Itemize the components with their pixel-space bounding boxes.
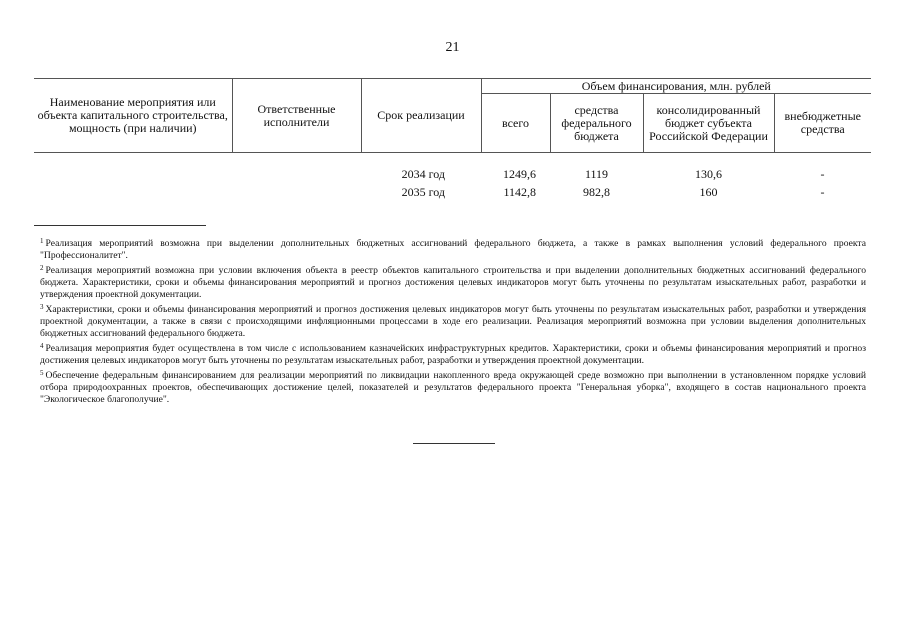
footnote-text: Обеспечение федеральным финансированием для реализации мероприятий по ликвидации накопленного вреда окружающей среде возможно при выполнении в установленном порядке условий отбора природоохранных проектов, обеспечивающих достижение целей, показателей и результатов федерального проекта "Генеральная уборка", входящего в состав национального проекта "Экологическое благополучие".: [40, 370, 866, 405]
footnote-mark: 2: [40, 264, 44, 272]
footnote-mark: 3: [40, 303, 44, 311]
header-federal: средства федерального бюджета: [550, 94, 643, 153]
cell-federal: 1119: [584, 166, 609, 181]
cell-name: [34, 183, 232, 201]
cell-federal: 982,8: [583, 184, 610, 199]
header-regional: консолидированный бюджет субъекта Российской Федерации: [643, 94, 774, 153]
cell-extra: -: [820, 166, 825, 181]
footnotes: [40, 235, 866, 406]
cell-year: 2034 год: [401, 166, 445, 181]
header-extra: внебюджетные средства: [774, 94, 871, 153]
cell-executors: [232, 165, 361, 183]
cell-year: 2035 год: [401, 184, 445, 199]
footnote-text: Реализация мероприятий возможна при выделении дополнительных бюджетных ассигнований федерального бюджета, а также в рамках выполнения условий федерального проекта "Профессионалитет".: [40, 238, 866, 261]
footnote-text: Реализация мероприятий возможна при условии включения объекта в реестр объектов капитального строительства и при выделении дополнительных бюджетных ассигнований федерального бюджета. Характеристики, сроки и объемы финансирования мероприятий и прогноз достижения целевых индикаторов могут быть уточнены по результатам изыскательных работ, разработки и утверждения проектной документации.: [40, 265, 866, 300]
table-spacer: [34, 153, 871, 166]
footnote: [40, 367, 866, 406]
page-number: 21: [445, 40, 460, 55]
cell-name: [34, 165, 232, 183]
cell-regional: 160: [699, 184, 718, 199]
footnote: [40, 301, 866, 340]
cell-total: 1249,6: [503, 166, 536, 181]
cell-total: 1142,8: [503, 184, 536, 199]
header-funding-group: Объем финансирования, млн. рублей: [481, 79, 871, 94]
footnote: [40, 340, 866, 367]
cell-executors: [232, 183, 361, 201]
footnote-mark: 1: [40, 237, 44, 245]
table-row: [34, 165, 871, 183]
header-total: всего: [481, 94, 550, 153]
table-row: [34, 183, 871, 201]
footnote: [40, 262, 866, 301]
footnote-text: Реализация мероприятия будет осуществлена в том числе с использованием казначейских инфраструктурных кредитов. Характеристики, сроки и объемы финансирования мероприятий и прогноз достижения целевых индикаторов могут быть уточнены по результатам изыскательных работ, разработки и утверждения проектной документации.: [40, 343, 866, 366]
end-separator: [413, 443, 495, 444]
footnote: [40, 235, 866, 262]
cell-regional: 130,6: [695, 166, 722, 181]
footnote-separator: [34, 225, 206, 226]
header-period: Срок реализации: [361, 79, 481, 153]
footnote-mark: 4: [40, 342, 44, 350]
cell-extra: -: [820, 184, 825, 199]
funding-table: [34, 78, 871, 201]
header-executors: Ответственные исполнители: [232, 79, 361, 153]
header-name: Наименование мероприятия или объекта капитального строительства, мощность (при наличии): [34, 79, 232, 153]
footnote-text: Характеристики, сроки и объемы финансирования мероприятий и прогноз достижения целевых индикаторов могут быть уточнены по результатам изыскательных работ, разработки и утверждения проектной документации, а также в связи с происходящими инфляционными процессами в ходе его реализации. Реализация мероприятий возможна при условии выделения дополнительных бюджетных ассигнований федерального бюджета.: [40, 304, 866, 339]
footnote-mark: 5: [40, 369, 44, 377]
